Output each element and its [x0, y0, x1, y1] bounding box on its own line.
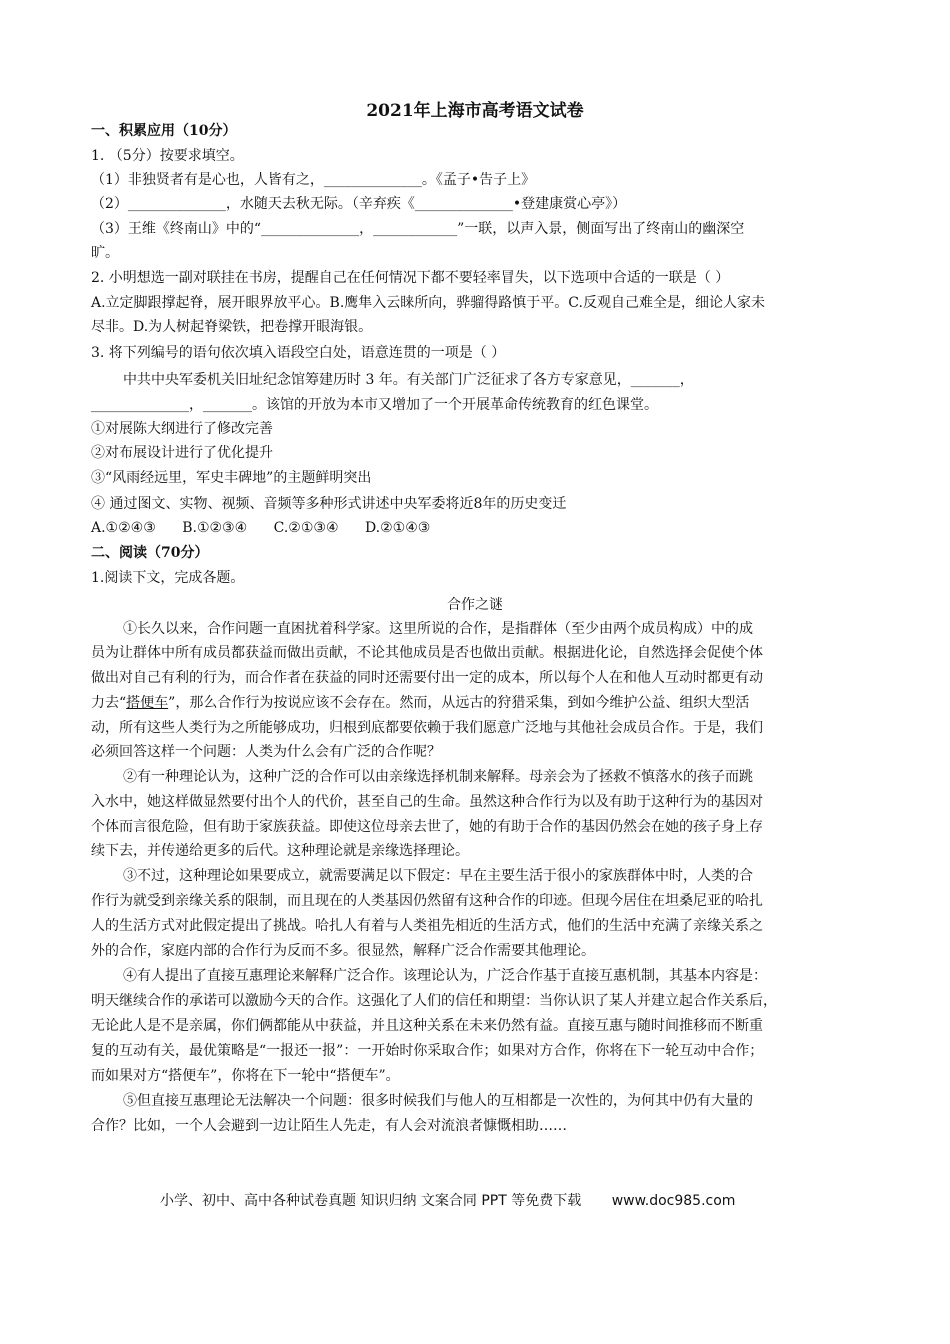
q3-option-c: C.②①③④: [273, 520, 339, 536]
q3-option-a: A.①②④③: [91, 520, 156, 536]
p3-line: ③不过，这种理论如果要成立，就需要满足以下假定：早在主要生活于很小的家族群体中时，人类的合: [123, 868, 753, 884]
p1-line: 必须回答这样一个问题：人类为什么会有广泛的合作呢？: [91, 744, 441, 760]
q1-item1: （1）非独贤者有是心也，人皆有之，______________。《孟子•告子上》: [91, 172, 536, 188]
p1-text: ”，那么合作行为按说应该不会存在。然而，从远古的狩猎采集，到如今维护公益、组织大型活: [168, 695, 750, 711]
p2-line: 续下去，并传递给更多的后代。这种理论就是亲缘选择理论。: [91, 843, 469, 859]
p3-line: 作行为就受到亲缘关系的限制，而且现在的人类基因仍然留有这种合作的印迹。但现今居住在坦桑尼亚的哈扎: [91, 893, 763, 909]
p4-line: 无论此人是不是亲属，你们俩都能从中获益，并且这种关系在未来仍然有益。直接互惠与随时间推移而不断重: [91, 1018, 763, 1034]
reading-q1-stem: 1.阅读下文，完成各题。: [91, 570, 245, 586]
q3-sentence-2: ②对布展设计进行了优化提升: [91, 445, 273, 461]
q3-option-b: B.①②③④: [182, 520, 248, 536]
p3-line: 外的合作，家庭内部的合作行为反而不多。很显然，解释广泛合作需要其他理论。: [91, 943, 595, 959]
q2-options-line2: 尽非。D.为人树起脊梁铁，把卷撑开眼海银。: [91, 319, 373, 335]
p4-line: 明天继续合作的承诺可以激励今天的合作。这强化了人们的信任和期望：当你认识了某人并建立起合作关系后，: [91, 993, 777, 1009]
page-footer: [160, 1190, 735, 1210]
p1-underlined-term: 搭便车: [126, 695, 169, 711]
q3-passage-line1: 中共中央军委机关旧址纪念馆筹建历时 3 年。有关部门广泛征求了各方专家意见，_______，: [123, 372, 694, 388]
q1-stem: 1. （5分）按要求填空。: [91, 148, 244, 164]
p2-line: 个体而言很危险，但有助于家族获益。即使这位母亲去世了，她的有助于合作的基因仍然会在她的孩子身上存: [91, 819, 763, 835]
p2-line: ②有一种理论认为，这种广泛的合作可以由亲缘选择机制来解释。母亲会为了拯救不慎落水的孩子而跳: [123, 769, 753, 785]
p4-line: 而如果对方“搭便车”，你将在下一轮中“搭便车”。: [91, 1068, 400, 1084]
q2-options-line1: A.立定脚跟撑起脊，展开眼界放平心。B.鹰隼入云睐所向，骅骝得路慎于平。C.反观自己难全是，细论人家未: [91, 295, 765, 311]
p1-line: 动，所有这些人类行为之所能够成功，归根到底都要依赖于我们愿意广泛地与其他社会成员合作。于是，我们: [91, 720, 763, 736]
p4-line: 复的互动有关，最优策略是“一报还一报”：一开始时你采取合作；如果对方合作，你将在下一轮互动中合作；: [91, 1043, 764, 1059]
q1-item2: （2）______________，水随天去秋无际。（辛弃疾《______________•登建康赏心亭》）: [91, 196, 627, 212]
footer-url[interactable]: www.doc985.com: [611, 1193, 736, 1209]
q3-stem: 3. 将下列编号的语句依次填入语段空白处，语意连贯的一项是（ ）: [91, 345, 506, 361]
p5-line: ⑤但直接互惠理论无法解决一个问题：很多时候我们与他人的互相都是一次性的，为何其中仍有大量的: [123, 1093, 753, 1109]
p1-line: 做出对自己有利的行为，而合作者在获益的同时还需要付出一定的成本，所以每个人在和他人互动时都更有动: [91, 670, 763, 686]
p1-line: ①长久以来，合作问题一直困扰着科学家。这里所说的合作，是指群体（至少由两个成员构成）中的成: [123, 621, 753, 637]
p1-line-with-term: [91, 693, 749, 713]
p4-line: ④有人提出了直接互惠理论来解释广泛合作。该理论认为，广泛合作基于直接互惠机制，其基本内容是：: [123, 968, 767, 984]
q3-sentence-1: ①对展陈大纲进行了修改完善: [91, 421, 273, 437]
q3-option-d: D.②①④③: [364, 520, 431, 536]
section2-heading: 二、阅读（70分）: [91, 545, 209, 561]
q3-sentence-4: ④ 通过图文、实物、视频、音频等多种形式讲述中央军委将近8年的历史变迁: [91, 496, 567, 512]
section1-heading: 一、积累应用（10分）: [91, 123, 237, 139]
p5-line: 合作？比如，一个人会避到一边让陌生人先走，有人会对流浪者慷慨相助……: [91, 1118, 567, 1134]
p1-text: 力去“: [91, 695, 127, 711]
q3-options: [91, 518, 452, 538]
p2-line: 入水中，她这样做显然要付出个人的代价，甚至自己的生命。虽然这种合作行为以及有助于这种行为的基因对: [91, 794, 763, 810]
article-title: 合作之谜: [447, 597, 503, 613]
q2-stem: 2. 小明想选一副对联挂在书房，提醒自己在任何情况下都不要轻率冒失，以下选项中合适的一联是（ ）: [91, 270, 730, 286]
p1-line: 员为让群体中所有成员都获益而做出贡献，不论其他成员是否也做出贡献。根据进化论，自然选择会促使个体: [91, 645, 763, 661]
q1-item3-line1: （3）王维《终南山》中的“______________，____________”一联，以声入景，侧面写出了终南山的幽深空: [91, 221, 745, 237]
q3-sentence-3: ③“风雨经远里，军史丰碑地”的主题鲜明突出: [91, 470, 372, 486]
footer-text: 小学、初中、高中各种试卷真题 知识归纳 文案合同 PPT 等免费下载: [160, 1193, 582, 1209]
page-title: 2021年上海市高考语文试卷: [366, 101, 584, 121]
q3-passage-line2: ______________，_______。该馆的开放为本市又增加了一个开展革命传统教育的红色课堂。: [91, 397, 658, 413]
p3-line: 人的生活方式对此假定提出了挑战。哈扎人有着与人类祖先相近的生活方式，他们的生活中充满了亲缘关系之: [91, 918, 763, 934]
q1-item3-line2: 旷。: [91, 245, 119, 261]
